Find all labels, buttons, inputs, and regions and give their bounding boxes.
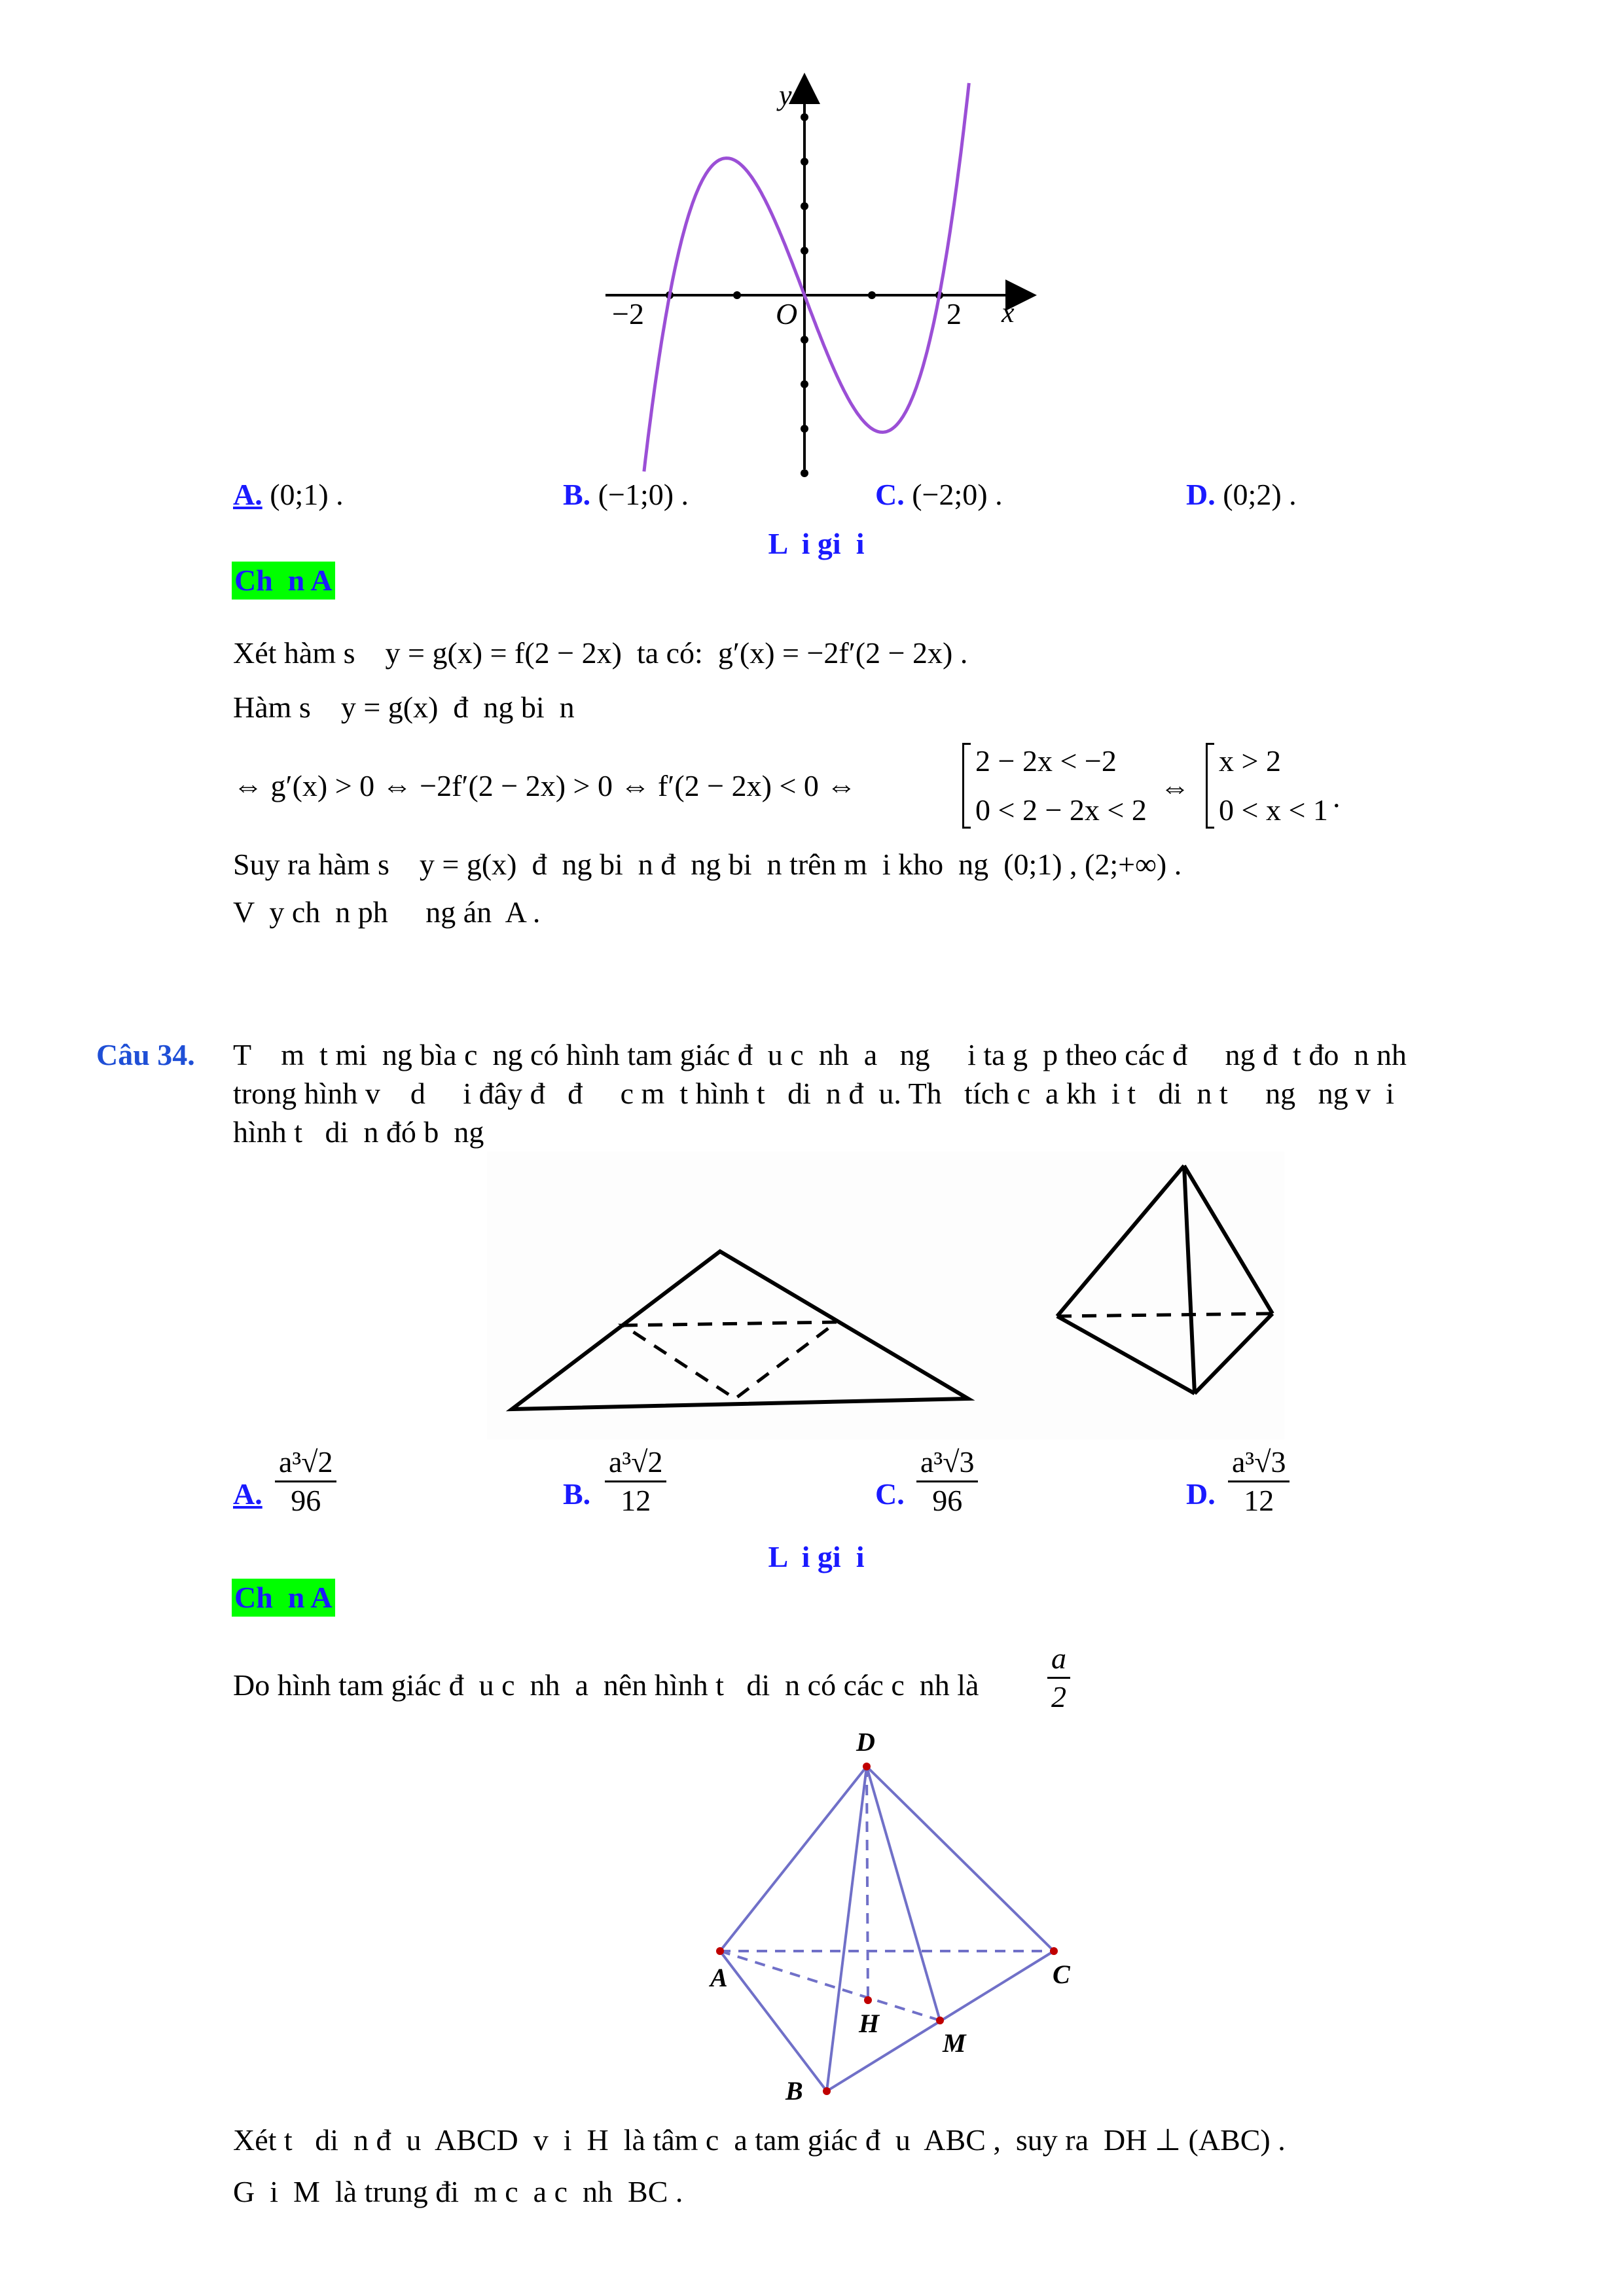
solution-line: Xét t di n đ u ABCD v i H là tâm c a tam giác đ u ABC , suy ra DH ⊥ (ABC) . [233,2123,1286,2157]
option-letter: C. [875,478,905,511]
solution-line: G i M là trung đi m c a c nh BC . [233,2175,683,2208]
y-axis-label: y [779,79,792,111]
question-text: hình t di n đó b ng [233,1115,484,1149]
solution-line: V y ch n ph ng án A . [233,895,541,929]
solution-line: ⇔ g′(x) > 0 ⇔ −2f′(2 − 2x) > 0 ⇔ f′(2 − 2x) < 0 ⇔ [233,769,857,802]
period: . [1333,780,1341,814]
vertex-label-c: C [1053,1960,1070,1989]
denominator: 96 [291,1484,321,1518]
vertex-label-d: D [856,1727,875,1757]
origin-label: O [776,297,798,331]
chosen-answer-badge: Ch n A [232,1579,335,1617]
solution-line: Hàm s y = g(x) đ ng bi n [233,691,575,724]
system-line: 2 − 2x < −2 [975,744,1117,778]
system-line: 0 < 2 − 2x < 2 [975,793,1147,827]
denominator: 2 [1051,1680,1066,1714]
option-letter: A. [233,1477,262,1511]
denominator: 12 [621,1484,651,1518]
numerator: a [1047,1643,1070,1679]
system-line: x > 2 [1219,744,1281,778]
numerator: a³√3 [1228,1446,1290,1482]
question-text: T m t mi ng bìa c ng có hình tam giác đ u c nh a ng i ta g p theo các đ ng đ t đo n nh [233,1038,1407,1071]
option-value: (−2;0) . [912,478,1003,511]
option-letter: D. [1186,478,1216,511]
solution-line: Xét hàm s y = g(x) = f(2 − 2x) ta có: g′(x) = −2f′(2 − 2x) . [233,636,968,670]
point-label-h: H [859,2009,880,2038]
point-label-m: M [943,2028,966,2058]
system-line: 0 < x < 1 [1219,793,1328,827]
vertex-label-b: B [785,2076,803,2106]
x-axis-label: x [1001,296,1015,329]
numerator: a³√3 [916,1446,978,1482]
numerator: a³√2 [275,1446,336,1482]
vertex-label-a: A [710,1963,728,1992]
option-letter: A. [233,478,262,511]
denominator: 96 [932,1484,963,1518]
option-value: (−1;0) . [598,478,689,511]
tick-label-neg2: −2 [612,297,644,331]
option-letter: C. [875,1477,905,1511]
chosen-answer-badge: Ch n A [232,562,335,600]
tick-label-2: 2 [947,297,962,331]
option-letter: B. [563,1477,591,1511]
solution-title: L i gi i [768,527,865,560]
solution-line: Suy ra hàm s y = g(x) đ ng bi n đ ng bi n trên m i kho ng (0;1) , (2;+∞) . [233,848,1182,881]
equiv-symbol: ⇔ [1160,770,1190,804]
option-letter: B. [563,478,591,511]
question-number: Câu 34. [96,1038,195,1071]
solution-title: L i gi i [768,1540,865,1573]
question-text: trong hình v d i đây đ đ c m t hình t di n đ u. Th tích c a kh i t di n t ng ng v i [233,1077,1394,1110]
denominator: 12 [1244,1484,1274,1518]
option-value: (0;1) . [270,478,344,511]
solution-line: Do hình tam giác đ u c nh a nên hình t di n có các c nh là [233,1668,979,1702]
numerator: a³√2 [605,1446,666,1482]
option-value: (0;2) . [1223,478,1297,511]
option-letter: D. [1186,1477,1216,1511]
